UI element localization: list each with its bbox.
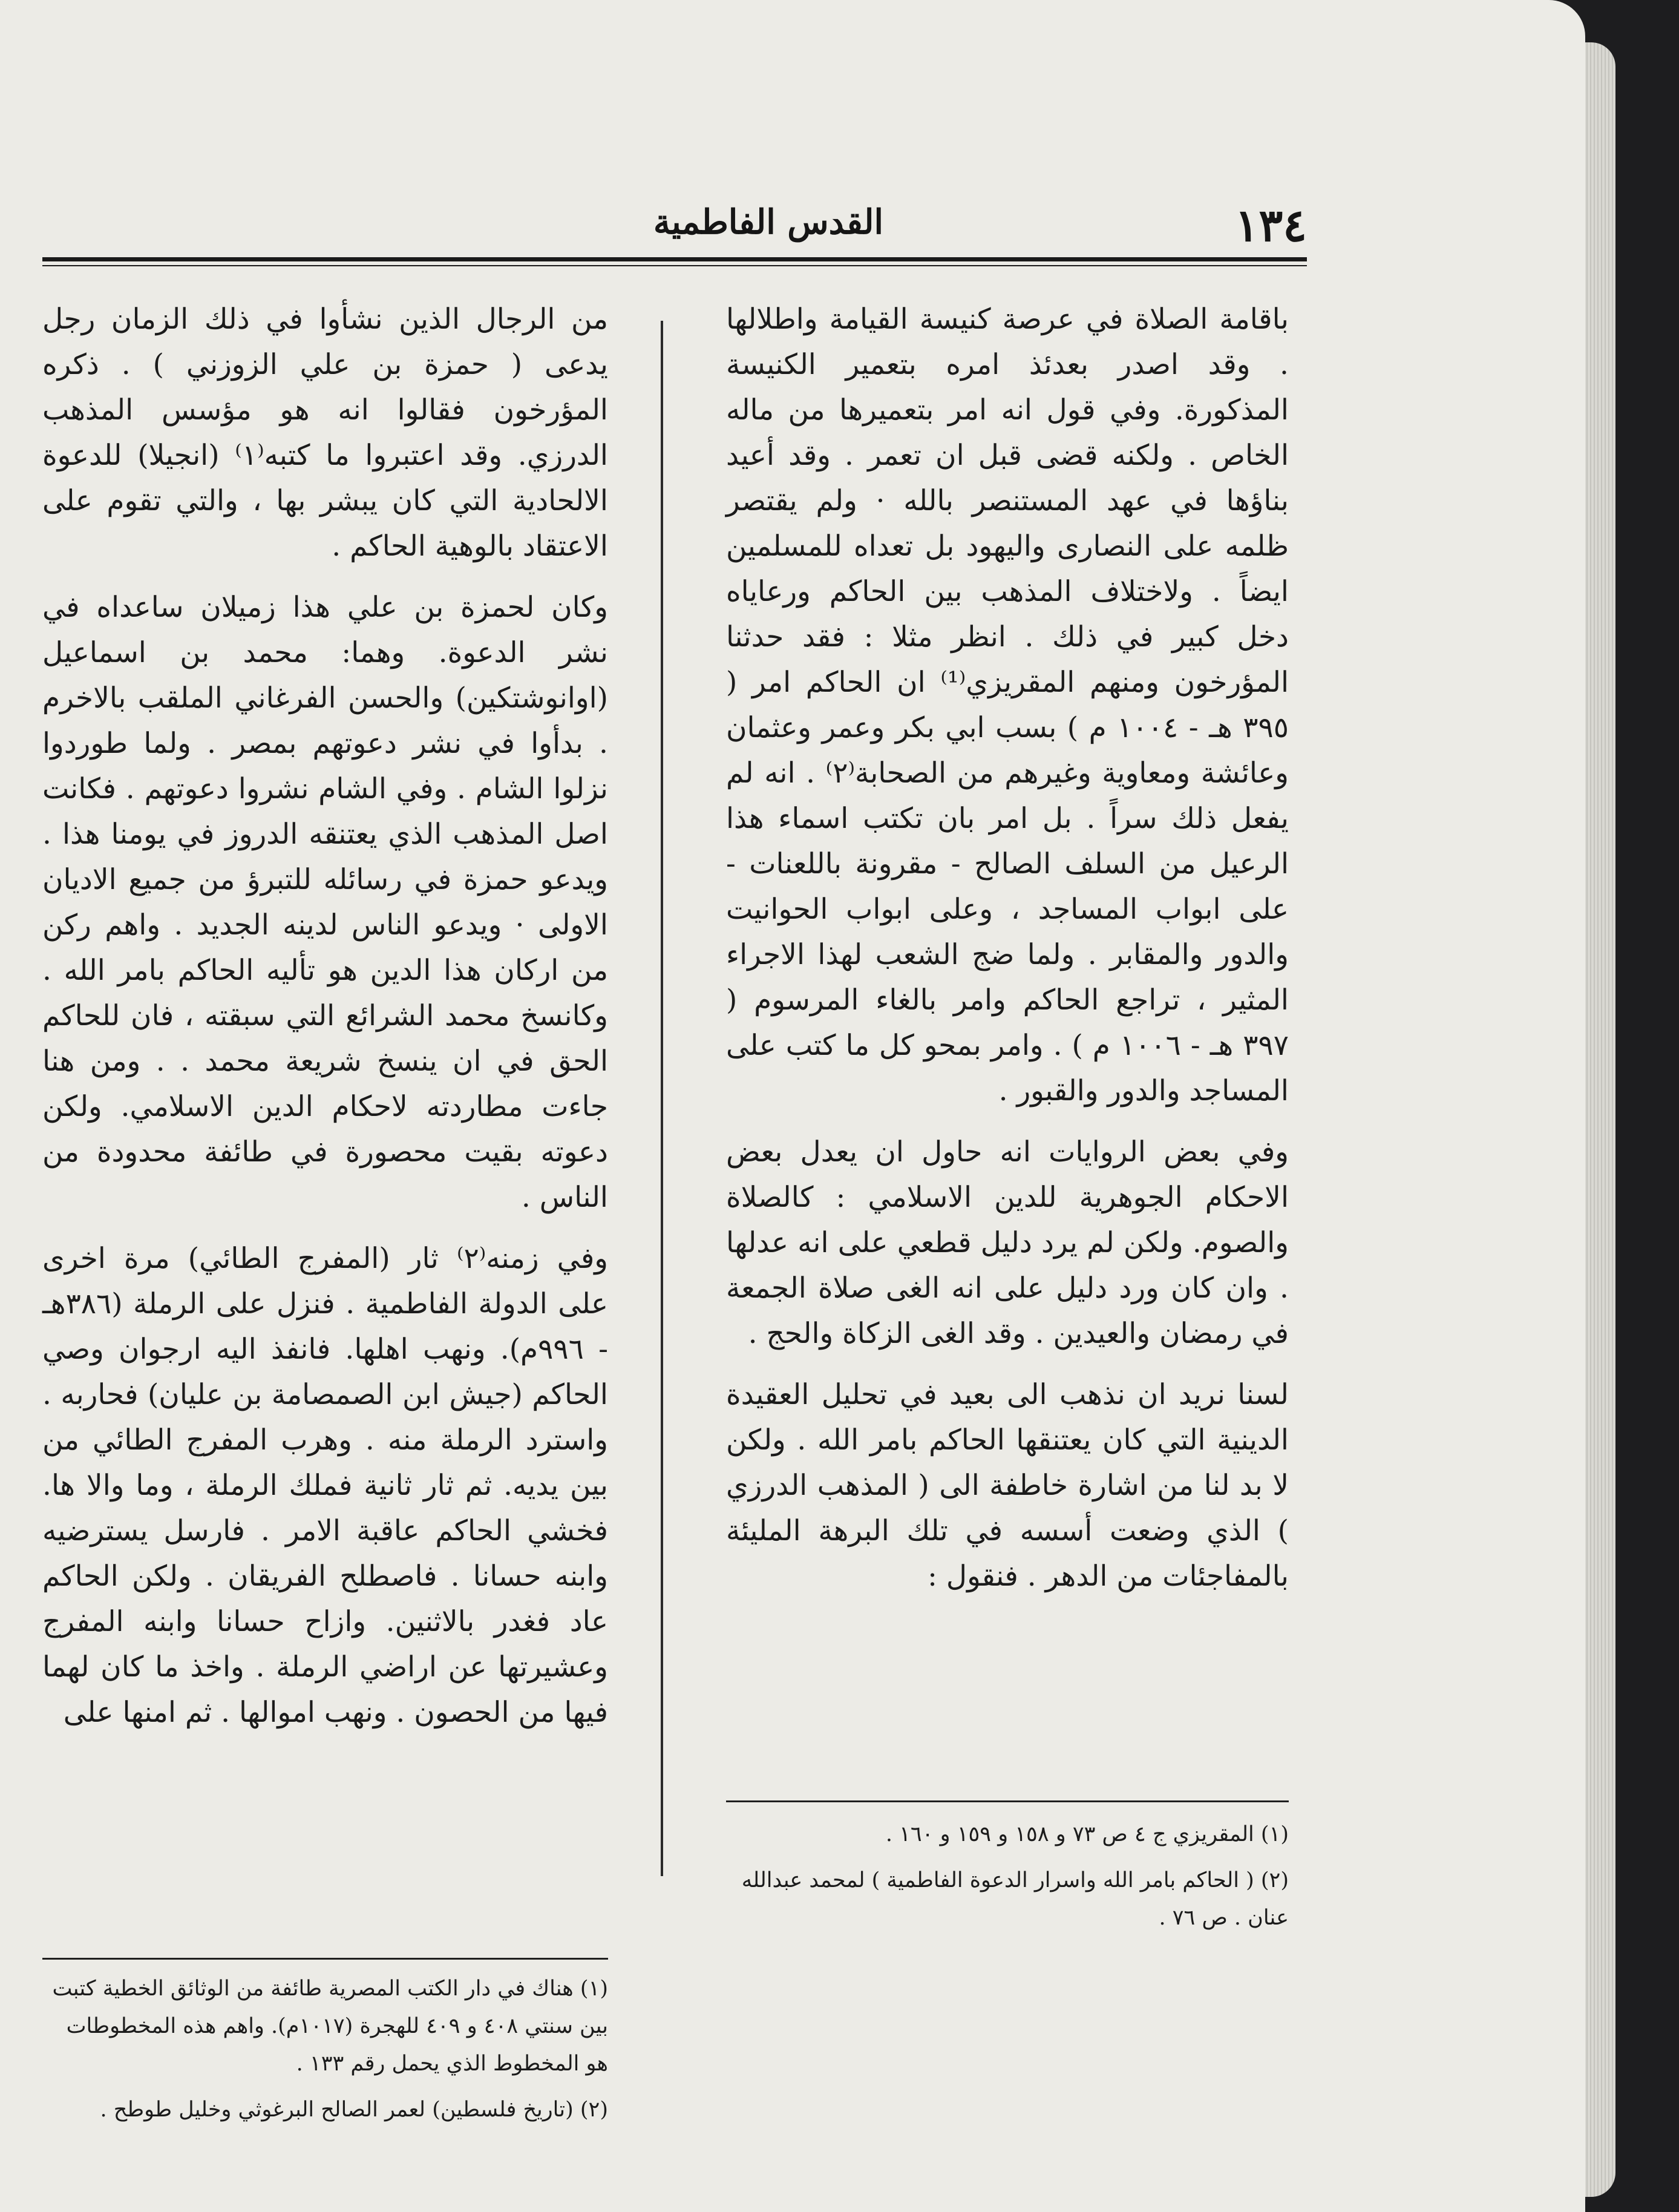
page-header [42,194,1307,260]
footnotes-right [726,1816,1289,1945]
page-number: ١٣٤ [1234,200,1307,252]
paragraph: من الرجال الذين نشأوا في ذلك الزمان رجل يدعى ( حمزة بن علي الزوزني ) . ذكره المؤرخون فقالوا انه هو مؤسس المذهب الدرزي. وقد اعتبروا ما كتبه⁽١⁾ (انجيلا) للدعوة الالحادية التي كان يبشر بها ، والتي تقوم على الاعتقاد بالوهية الحاكم . [42,303,608,563]
left-column [42,297,608,1751]
footnote-rule-right [726,1800,1289,1802]
paragraph: وكان لحمزة بن علي هذا زميلان ساعداه في نشر الدعوة. وهما: محمد بن اسماعيل (اوانوشتكين) والحسن الفرغاني الملقب بالاخرم . بدأوا في نشر دعوتهم بمصر . ولما طوردوا نزلوا الشام . وفي الشام نشروا دعوتهم . فكانت اصل المذهب الذي يعتنقه الدروز في يومنا هذا . ويدعو حمزة في رسائله للتبرؤ من جميع الاديان الاولى · ويدعو الناس لدينه الجديد . واهم ركن من اركان هذا الدين هو تأليه الحاكم بامر الله . وكانسخ محمد الشرائع التي سبقته ، فان للحاكم الحق في ان ينسخ شريعة محمد . . ومن هنا جاءت مطاردته لاحكام الدين الاسلامي. ولكن دعوته بقيت محصورة في طائفة محدودة من الناس . [42,591,608,1214]
footnote: (١) هناك في دار الكتب المصرية طائفة من الوثائق الخطية كتبت بين سنتي ٤٠٨ و ٤٠٩ للهجرة (١٠١٧م). واهم هذه المخطوطات هو المخطوط الذي يحمل رقم ١٣٣ . [52,1977,608,2076]
paragraph: لسنا نريد ان نذهب الى بعيد في تحليل العقيدة الدينية التي كان يعتنقها الحاكم بامر الله . ولكن لا بد لنا من اشارة خاطفة الى ( المذهب الدرزي ) الذي وضعت أسسه في تلك البرهة المليئة بالمفاجئات من الدهر . فنقول : [726,1378,1289,1593]
paragraph: باقامة الصلاة في عرصة كنيسة القيامة واطلالها . وقد اصدر بعدئذ امره بتعمير الكنيسة المذكورة. وفي قول انه امر بتعميرها من ماله الخاص . ولكنه قضى قبل ان تعمر . وقد أعيد بناؤها في عهد المستنصر بالله · ولم يقتصر ظلمه على النصارى واليهود بل تعداه للمسلمين ايضاً . ولاختلاف المذهب بين الحاكم ورعاياه دخل كبير في ذلك . انظر مثلا : فقد حدثنا المؤرخون ومنهم المقريزي⁽¹⁾ ان الحاكم امر ( ٣٩٥ هـ - ١٠٠٤ م ) بسب ابي بكر وعمر وعثمان وعائشة ومعاوية وغيرهم من الصحابة⁽٢⁾ . انه لم يفعل ذلك سراً . بل امر بان تكتب اسماء هذا الرعيل من السلف الصالح - مقرونة باللعنات - على ابواب المساجد ، وعلى ابواب الحوانيت والدور والمقابر . ولما ضج الشعب لهذا الاجراء المثير ، تراجع الحاكم وامر بالغاء المرسوم ( ٣٩٧ هـ - ١٠٠٦ م ) . وامر بمحو كل ما كتب على المساجد والدور والقبور . [726,303,1289,1108]
paragraph: وفي زمنه⁽٢⁾ ثار (المفرج الطائي) مرة اخرى على الدولة الفاطمية . فنزل على الرملة (٣٨٦هـ - ٩٩٦م). ونهب اهلها. فانفذ اليه ارجوان وصي الحاكم (جيش ابن الصمصامة بن عليان) فحاربه . واسترد الرملة منه . وهرب المفرج الطائي من بين يديه. ثم ثار ثانية فملك الرملة ، وما والا ها. فخشي الحاكم عاقبة الامر . فارسل يسترضيه وابنه حسانا . فاصطلح الفريقان . ولكن الحاكم عاد فغدر بالاثنين. وازاح حسانا وابنه المفرج وعشيرتها عن اراضي الرملة . واخذ ما كان لهما فيها من الحصون . ونهب اموالها . ثم امنها على [42,1242,609,1729]
column-divider [661,321,663,1876]
footnote-rule-left [42,1958,608,1960]
footnotes-left [42,1970,608,2137]
footnote: (١) المقريزي ج ٤ ص ٧٣ و ١٥٨ و ١٥٩ و ١٦٠ . [885,1822,1289,1846]
paragraph: وفي بعض الروايات انه حاول ان يعدل بعض الاحكام الجوهرية للدين الاسلامي : كالصلاة والصوم. ولكن لم يرد دليل قطعي على انه عدلها . وان كان ورد دليل على انه الغى صلاة الجمعة في رمضان والعيدين . وقد الغى الزكاة والحج . [726,1135,1289,1350]
running-title: القدس الفاطمية [653,202,883,242]
right-column [726,297,1289,1615]
header-rule [42,257,1307,266]
footnote: (٢) ( الحاكم بامر الله واسرار الدعوة الفاطمية ) لمحمد عبدالله عنان . ص ٧٦ . [741,1868,1289,1930]
footnote: (٢) (تاريخ فلسطين) لعمر الصالح البرغوثي وخليل طوطح . [100,2098,608,2122]
